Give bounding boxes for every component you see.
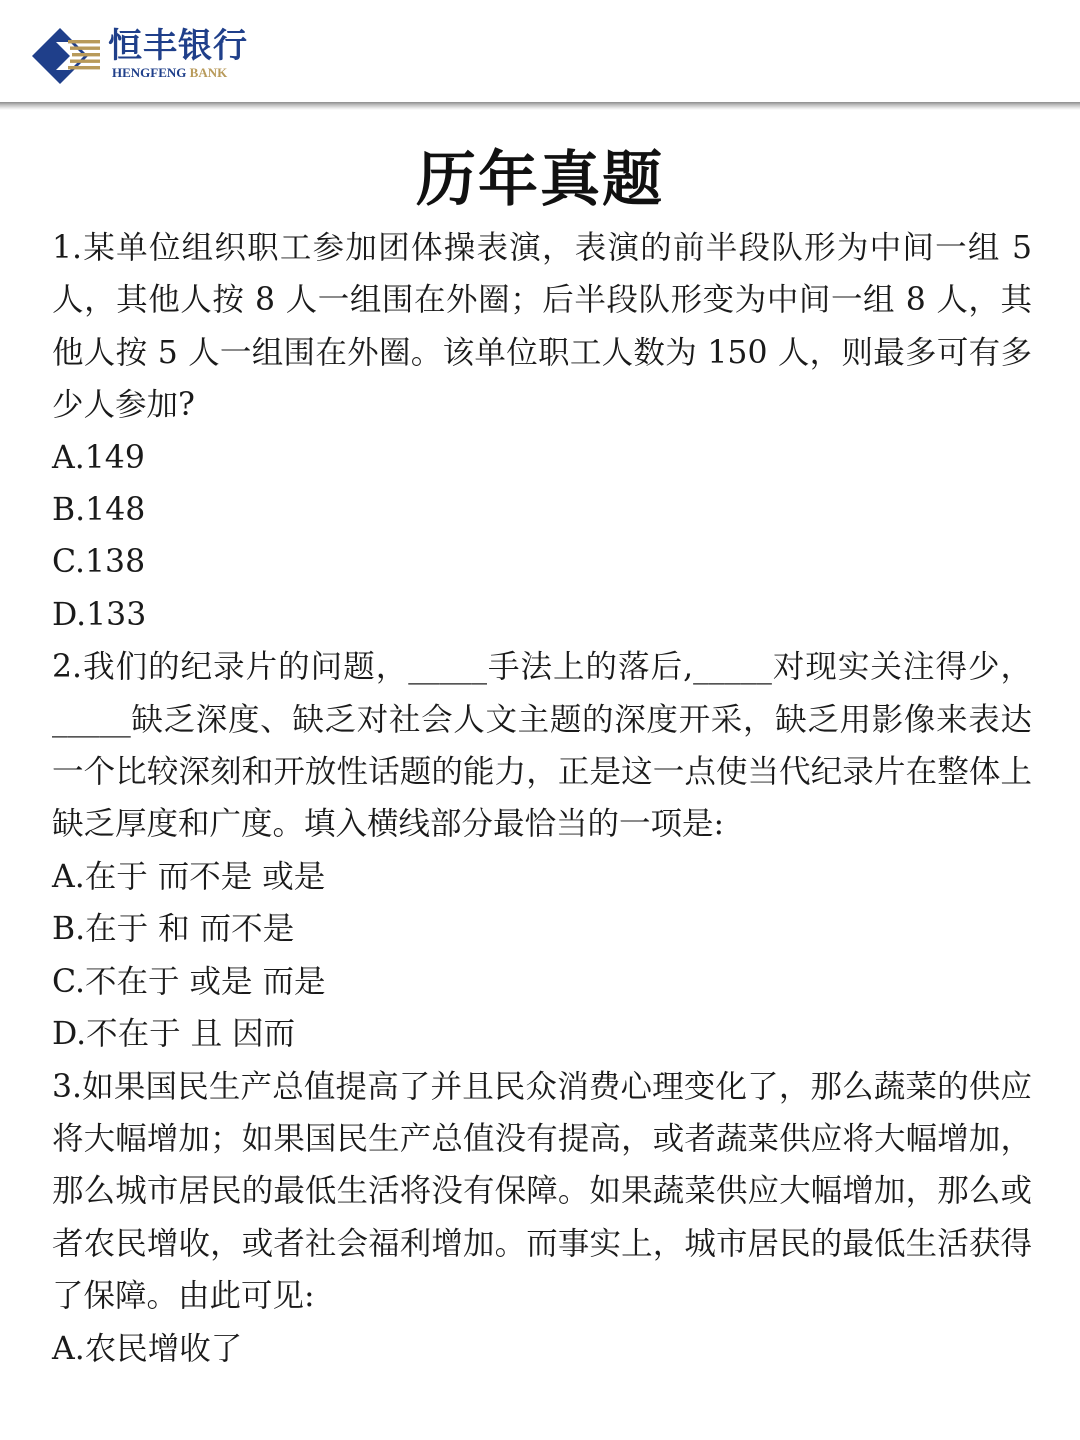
question-2-option-b: B.在于 和 而不是 — [52, 911, 295, 948]
question-2-text: 2.我们的纪录片的问题，_____手法上的落后,_____对现实关注得少，_____缺乏深度、缺乏对社会人文主题的深度开采，缺乏用影像来表达一个比较深刻和开放性话题的能力，正是这一点使当代纪录片在整体上缺乏厚度和广度。填入横线部分最恰当的一项是: — [52, 649, 1032, 843]
logo-english-main: HENGFENG — [112, 65, 187, 80]
header-shadow-divider — [0, 102, 1080, 110]
question-1-text: 1.某单位组织职工参加团体操表演，表演的前半段队形为中间一组 5 人，其他人按 8 人一组围在外圈；后半段队形变为中间一组 8 人，其他人按 5 人一组围在外圈。该单位职工人数为 150 人，则最多可有多少人参加? — [52, 230, 1032, 424]
hengfeng-diamond-icon — [32, 28, 102, 84]
questions-content — [52, 222, 1032, 1375]
logo-english-name — [112, 65, 227, 81]
bank-logo — [32, 26, 272, 86]
question-1-option-c: C.138 — [52, 544, 146, 581]
logo-chinese-name: 恒丰银行 — [108, 26, 248, 66]
page-title: 历年真题 — [416, 145, 664, 215]
question-2-option-c: C.不在于 或是 而是 — [52, 963, 326, 1000]
question-1-option-d: D.133 — [52, 596, 147, 633]
question-2-option-d: D.不在于 且 因而 — [52, 1016, 296, 1053]
question-1-option-a: A.149 — [52, 439, 145, 476]
question-2-option-a: A.在于 而不是 或是 — [52, 858, 326, 895]
question-3-option-a: A.农民增收了 — [52, 1330, 243, 1367]
logo-english-bank: BANK — [189, 65, 228, 80]
question-3-text: 3.如果国民生产总值提高了并且民众消费心理变化了，那么蔬菜的供应将大幅增加；如果国民生产总值没有提高，或者蔬菜供应将大幅增加，那么城市居民的最低生活将没有保障。如果蔬菜供应大幅增加，那么或者农民增收，或者社会福利增加。而事实上，城市居民的最低生活获得了保障。由此可见: — [52, 1068, 1032, 1315]
question-1-option-b: B.148 — [52, 492, 146, 529]
header-bar — [0, 0, 1080, 104]
